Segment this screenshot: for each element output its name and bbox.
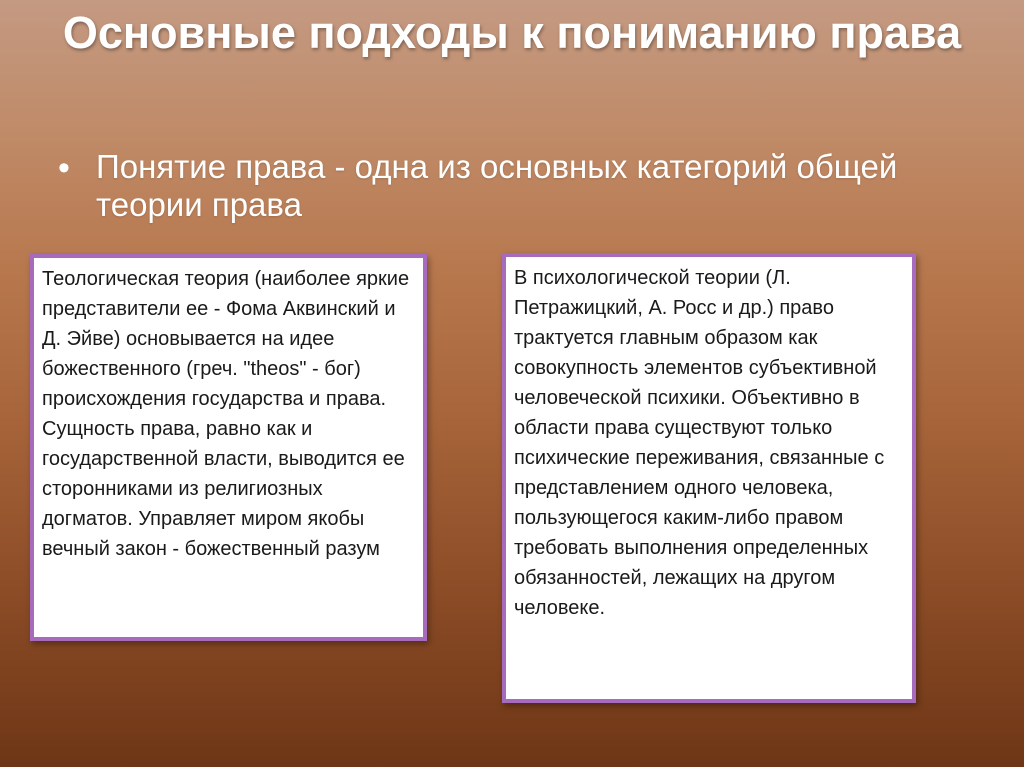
psychological-theory-box [502,253,916,703]
psychological-theory-text: В психологической теории (Л. Петражицкий, А. Росс и др.) право трактуется главным образом как совокупность элементов субъективной человеческой психики. Объективно в области права существуют только психические переживания, связанные с представлением одного человека, пользующегося каким-либо правом требовать выполнения определенных обязанностей, лежащих на другом человеке. [514,267,885,619]
bullet-dot-icon: • [58,149,70,187]
bullet-text: Понятие права - одна из основных категорий общей теории права [96,148,898,223]
theological-theory-text: Теологическая теория (наиболее яркие представители ее - Фома Аквинский и Д. Эйве) основывается на идее божественного (греч. "theos" - бог) происхождения государства и права. Сущность права, равно как и государственной власти, выводится ее сторонниками из религиозных догматов. Управляет миром якобы вечный закон - божественный разум [42,268,410,560]
theological-theory-box [30,254,427,641]
bullet-item [58,148,958,224]
slide-title: Основные подходы к пониманию права [62,7,962,58]
